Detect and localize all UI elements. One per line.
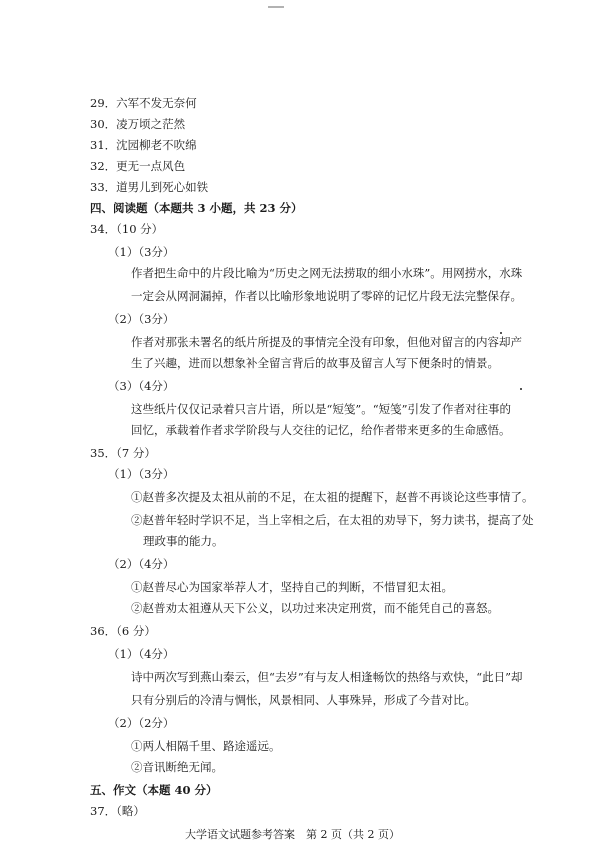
q34-1-line: 一定会从网洞漏掉，作者以比喻形象地说明了零碎的记忆片段无法完整保存。 bbox=[131, 289, 522, 303]
q36-label: 36．（6 分） bbox=[90, 624, 156, 638]
scan-speck bbox=[268, 6, 284, 8]
scan-speck bbox=[500, 332, 502, 334]
q35-label: 35．（7 分） bbox=[90, 446, 156, 460]
answer-30: 30．凌万顷之茫然 bbox=[90, 117, 186, 131]
q34-2-line: 作者对那张未署名的纸片所提及的事情完全没有印象，但他对留言的内容却产 bbox=[131, 335, 522, 349]
answer-33: 33．道男儿到死心如铁 bbox=[90, 180, 209, 194]
q34-3-line: 这些纸片仅仅记录着只言片语，所以是“短笺”。“短笺”引发了作者对往事的 bbox=[131, 402, 512, 416]
scan-speck bbox=[520, 388, 522, 390]
q34-2-line: 生了兴趣，进而以想象补全留言背后的故事及留言人写下便条时的情景。 bbox=[131, 356, 499, 370]
answer-29: 29．六军不发无奈何 bbox=[90, 96, 197, 110]
answer-32: 32．更无一点风色 bbox=[90, 159, 186, 173]
q35-1-label: （1）（3分） bbox=[108, 467, 175, 481]
q36-2-item: ②音讯断绝无闻。 bbox=[131, 760, 223, 774]
q34-1-line: 作者把生命中的片段比喻为“历史之网无法捞取的细小水珠”。用网捞水，水珠 bbox=[131, 266, 523, 280]
section5-heading: 五、作文（本题 40 分） bbox=[90, 783, 218, 797]
q35-2-item: ①赵普尽心为国家举荐人才，坚持自己的判断，不惜冒犯太祖。 bbox=[131, 580, 453, 594]
section4-heading: 四、阅读题（本题共 3 小题，共 23 分） bbox=[90, 201, 303, 215]
q36-2-label: （2）（2分） bbox=[108, 716, 175, 730]
q35-2-label: （2）（4分） bbox=[108, 557, 175, 571]
q34-label: 34．（10 分） bbox=[90, 222, 164, 236]
q36-2-item: ①两人相隔千里、路途遥远。 bbox=[131, 739, 281, 753]
answer-37: 37．（略） bbox=[90, 804, 145, 818]
q36-1-line: 只有分别后的冷清与惆怅，风景相同、人事殊异，形成了今昔对比。 bbox=[131, 693, 476, 707]
q34-3-label: （3）（4分） bbox=[108, 379, 175, 393]
q34-1-label: （1）（3分） bbox=[108, 245, 175, 259]
q35-1-item: ②赵普年轻时学识不足，当上宰相之后，在太祖的劝导下，努力读书，提高了处 bbox=[131, 513, 534, 527]
q34-2-label: （2）（3分） bbox=[108, 312, 175, 326]
q36-1-line: 诗中两次写到燕山秦云，但“去岁”有与友人相逢畅饮的热络与欢快，“此日”却 bbox=[131, 670, 523, 684]
q35-2-item: ②赵普劝太祖遵从天下公义，以功过来决定刑赏，而不能凭自己的喜怒。 bbox=[131, 601, 499, 615]
q35-1-item: 理政事的能力。 bbox=[143, 534, 224, 548]
page-footer: 大学语文试题参考答案 第 2 页（共 2 页） bbox=[185, 828, 400, 841]
q34-3-line: 回忆，承载着作者求学阶段与人交往的记忆，给作者带来更多的生命感悟。 bbox=[131, 423, 511, 437]
answer-31: 31．沈园柳老不吹绵 bbox=[90, 138, 197, 152]
q35-1-item: ①赵普多次提及太祖从前的不足，在太祖的提醒下，赵普不再谈论这些事情了。 bbox=[131, 490, 534, 504]
q36-1-label: （1）（4分） bbox=[108, 647, 175, 661]
